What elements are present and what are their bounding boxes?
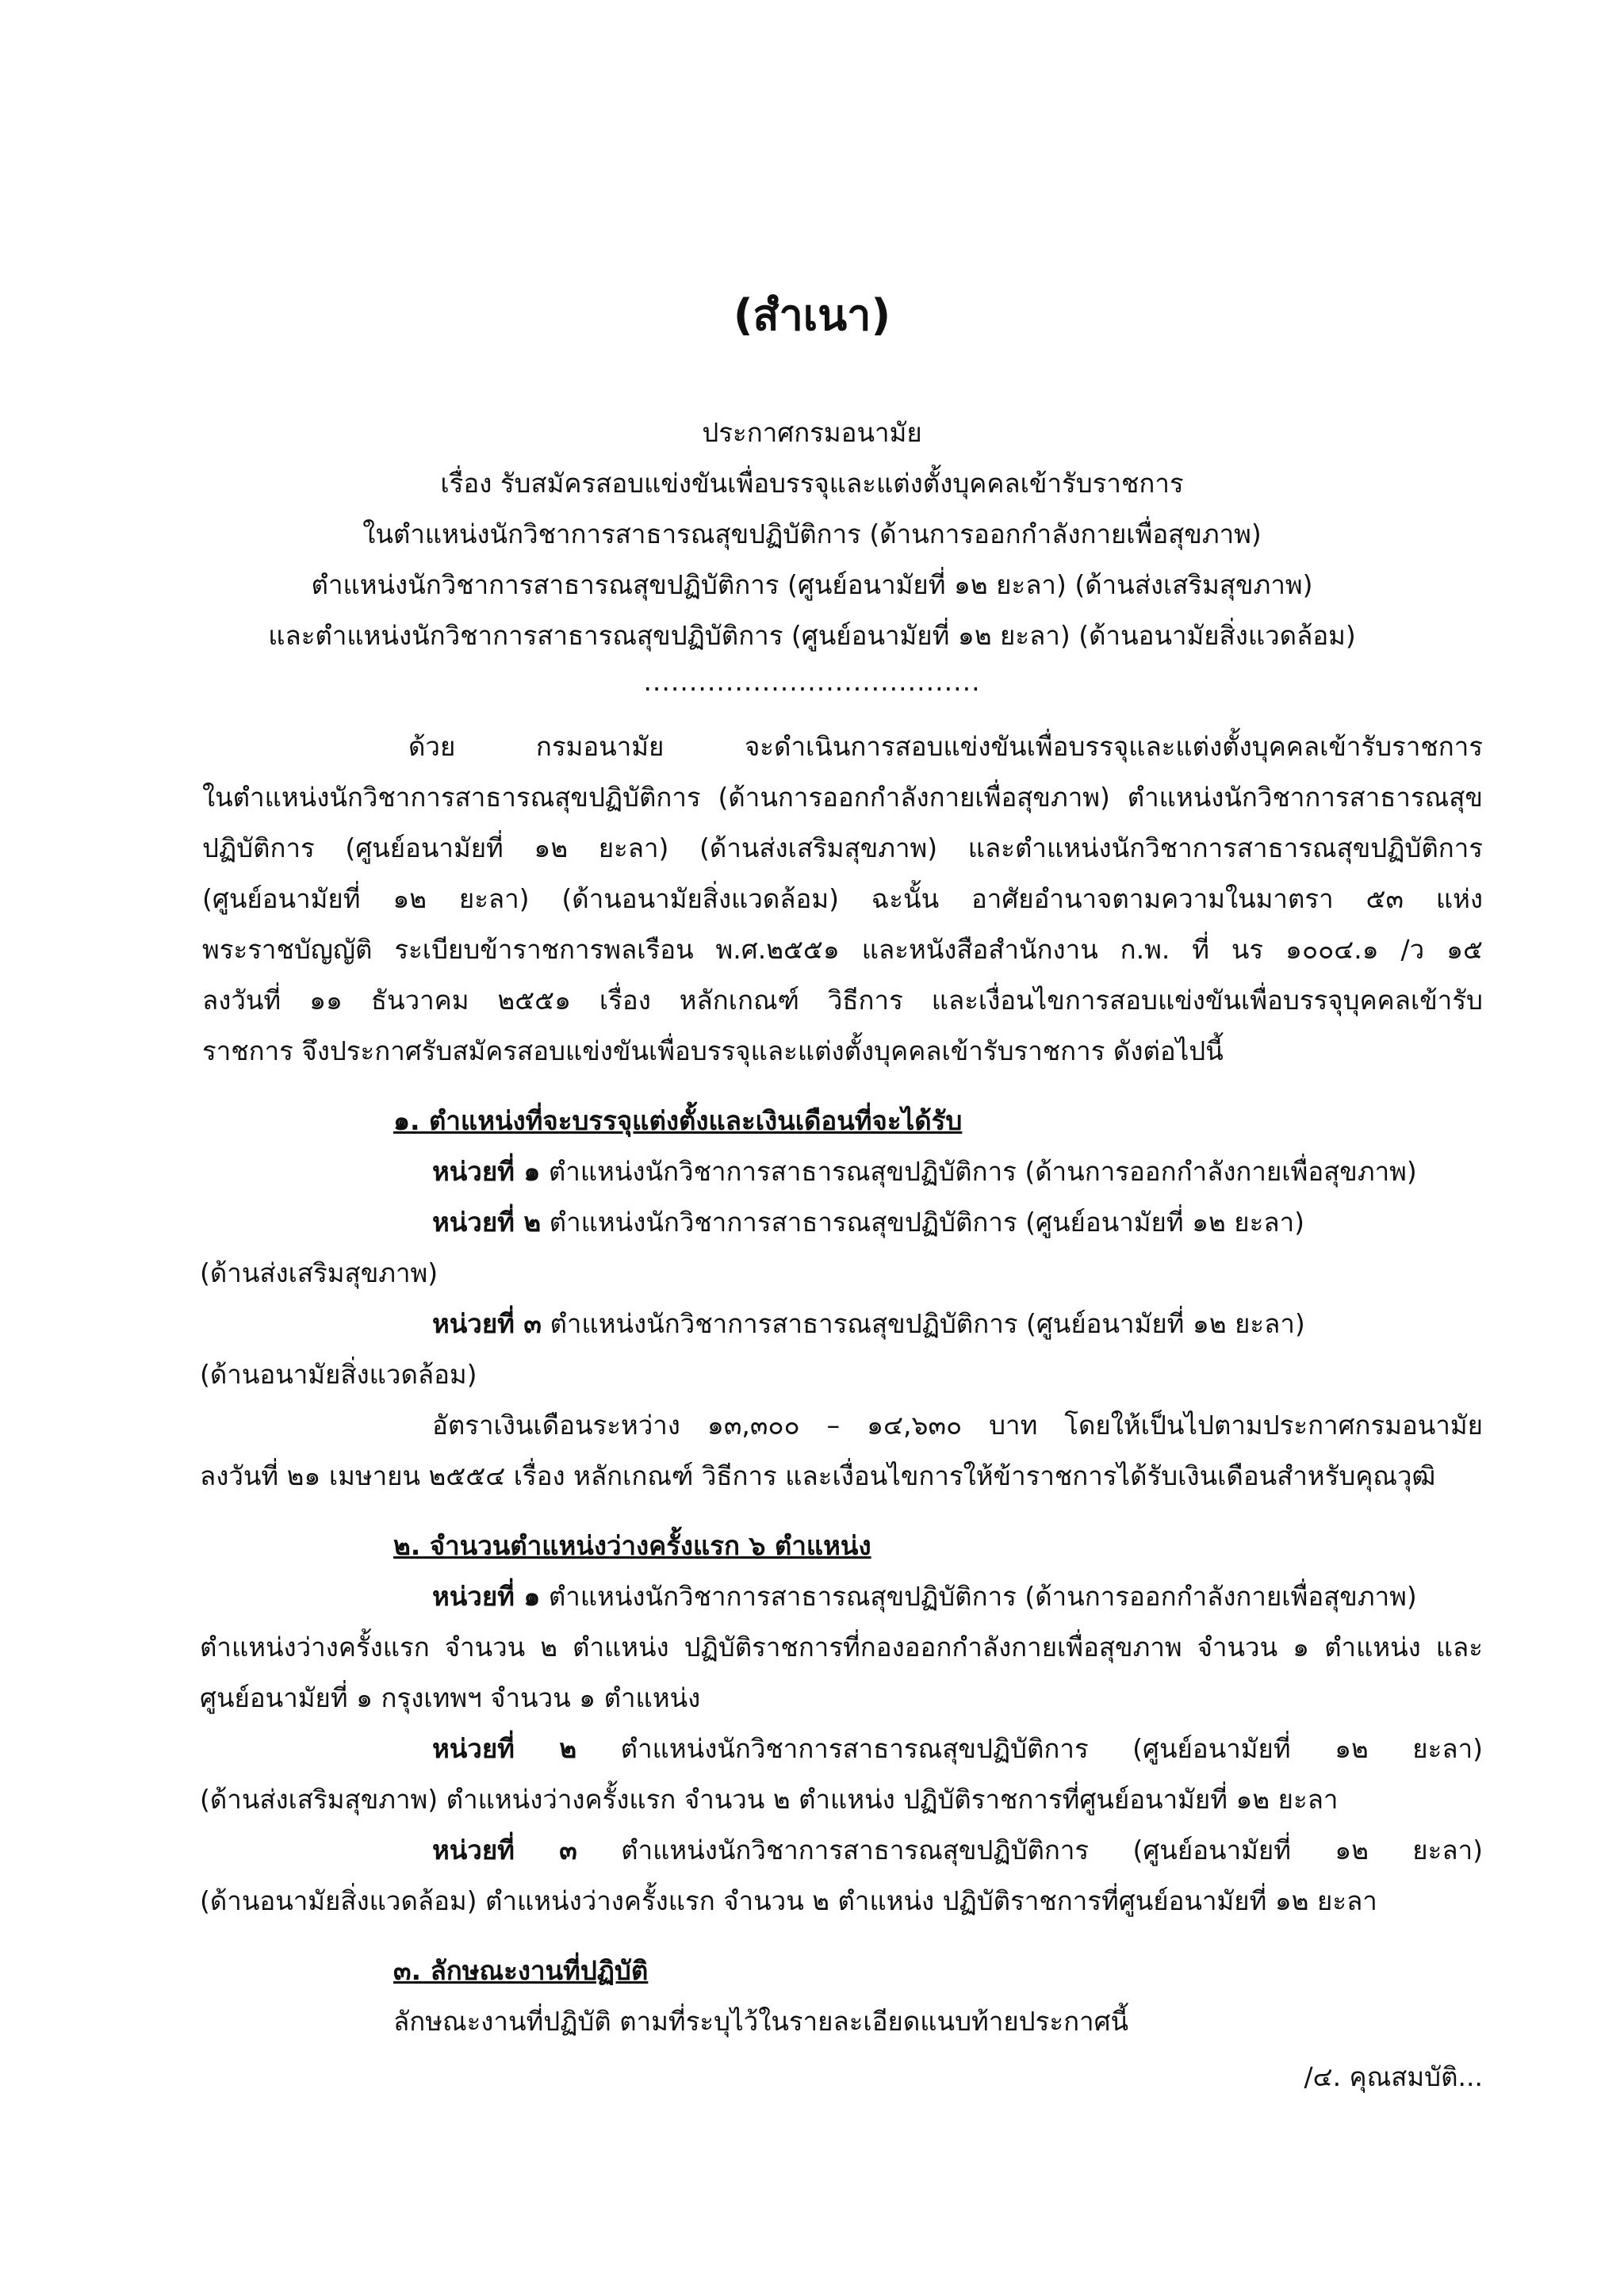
unit-text: ตำแหน่งนักวิชาการสาธารณสุขปฏิบัติการ (ด้านการออกกำลังกายเพื่อสุขภาพ) — [540, 1156, 1417, 1187]
section-2-heading: ๒. จำนวนตำแหน่งว่างครั้งแรก ๖ ตำแหน่ง — [393, 1530, 871, 1561]
section-2-unit-1-line-2: ตำแหน่งว่างครั้งแรก จำนวน ๒ ตำแหน่ง ปฏิบัติราชการที่กองออกกำลังกายเพื่อสุขภาพ จำนวน ๑ ตำแหน่ง และ — [200, 1632, 1483, 1663]
unit-label: หน่วยที่ ๑ — [432, 1156, 541, 1187]
unit-label: หน่วยที่ ๑ — [432, 1581, 541, 1612]
section-3-text: ลักษณะงานที่ปฏิบัติ ตามที่ระบุไว้ในรายละเอียดแนบท้ายประกาศนี้ — [393, 2006, 1129, 2037]
salary-line-2: ลงวันที่ ๒๑ เมษายน ๒๕๕๔ เรื่อง หลักเกณฑ์ วิธีการ และเงื่อนไขการให้ข้าราชการได้รับเงินเดือนสำหรับคุณวุฒิ — [200, 1460, 1436, 1491]
page-continuation: /๔. คุณสมบัติ... — [1304, 2061, 1483, 2092]
intro-line: (ศูนย์อนามัยที่ ๑๒ ยะลา) (ด้านอนามัยสิ่งแวดล้อม) ฉะนั้น อาศัยอำนาจตามความในมาตรา ๕๓ แห่ง — [202, 883, 1483, 914]
section-2-unit-2 — [432, 1732, 1483, 1766]
unit-label: หน่วยที่ ๓ — [432, 1835, 577, 1866]
unit-label: หน่วยที่ ๒ — [432, 1733, 577, 1764]
section-1-unit-2-continuation: (ด้านส่งเสริมสุขภาพ) — [200, 1257, 439, 1288]
section-1-unit-2 — [432, 1205, 1304, 1240]
unit-text: ตำแหน่งนักวิชาการสาธารณสุขปฏิบัติการ (ศูนย์อนามัยที่ ๑๒ ยะลา) — [576, 1835, 1483, 1866]
unit-label: หน่วยที่ ๓ — [432, 1308, 542, 1339]
unit-text: ตำแหน่งนักวิชาการสาธารณสุขปฏิบัติการ (ศูนย์อนามัยที่ ๑๒ ยะลา) — [576, 1733, 1483, 1764]
intro-line: ลงวันที่ ๑๑ ธันวาคม ๒๕๕๑ เรื่อง หลักเกณฑ์ วิธีการ และเงื่อนไขการสอบแข่งขันเพื่อบรรจุบุคคลเข้ารับ — [202, 985, 1483, 1016]
section-2-unit-1-line-3: ศูนย์อนามัยที่ ๑ กรุงเทพฯ จำนวน ๑ ตำแหน่ง — [200, 1682, 701, 1713]
unit-text: ตำแหน่งนักวิชาการสาธารณสุขปฏิบัติการ (ศูนย์อนามัยที่ ๑๒ ยะลา) — [541, 1308, 1305, 1339]
section-1-unit-3 — [432, 1307, 1305, 1341]
unit-label: หน่วยที่ ๒ — [432, 1207, 542, 1238]
unit-text: ตำแหน่งนักวิชาการสาธารณสุขปฏิบัติการ (ด้านการออกกำลังกายเพื่อสุขภาพ) — [540, 1581, 1417, 1612]
section-1-unit-3-continuation: (ด้านอนามัยสิ่งแวดล้อม) — [200, 1359, 477, 1390]
position-line-3: และตำแหน่งนักวิชาการสาธารณสุขปฏิบัติการ (ศูนย์อนามัยที่ ๑๒ ยะลา) (ด้านอนามัยสิ่งแวดล้อม) — [268, 620, 1356, 651]
announcement-issuer: ประกาศกรมอนามัย — [702, 417, 922, 448]
position-line-1: ในตำแหน่งนักวิชาการสาธารณสุขปฏิบัติการ (ด้านการออกกำลังกายเพื่อสุขภาพ) — [362, 519, 1262, 549]
header-separator: ..................................... — [643, 666, 981, 697]
copy-stamp-title: (สำเนา) — [733, 290, 891, 340]
intro-line: ปฏิบัติการ (ศูนย์อนามัยที่ ๑๒ ยะลา) (ด้านส่งเสริมสุขภาพ) และตำแหน่งนักวิชาการสาธารณสุขปฏิบัติการ — [202, 832, 1483, 863]
section-3-heading: ๓. ลักษณะงานที่ปฏิบัติ — [393, 1955, 649, 1986]
unit-text: ตำแหน่งนักวิชาการสาธารณสุขปฏิบัติการ (ศูนย์อนามัยที่ ๑๒ ยะลา) — [541, 1207, 1304, 1238]
section-2-unit-3 — [432, 1833, 1483, 1868]
section-1-unit-1 — [432, 1154, 1417, 1189]
intro-line: พระราชบัญญัติ ระเบียบข้าราชการพลเรือน พ.ศ.๒๕๕๑ และหนังสือสำนักงาน ก.พ. ที่ นร ๑๐๐๔.๑ /ว ๑๕ — [202, 934, 1483, 965]
position-line-2: ตำแหน่งนักวิชาการสาธารณสุขปฏิบัติการ (ศูนย์อนามัยที่ ๑๒ ยะลา) (ด้านส่งเสริมสุขภาพ) — [311, 569, 1313, 600]
intro-line: ราชการ จึงประกาศรับสมัครสอบแข่งขันเพื่อบรรจุและแต่งตั้งบุคคลเข้ารับราชการ ดังต่อไปนี้ — [202, 1035, 1224, 1066]
announcement-subject: เรื่อง รับสมัครสอบแข่งขันเพื่อบรรจุและแต่งตั้งบุคคลเข้ารับราชการ — [440, 468, 1184, 499]
section-2-unit-1 — [432, 1579, 1417, 1614]
intro-line: ด้วย กรมอนามัย จะดำเนินการสอบแข่งขันเพื่อบรรจุและแต่งตั้งบุคคลเข้ารับราชการ — [408, 731, 1483, 762]
section-1-heading: ๑. ตำแหน่งที่จะบรรจุแต่งตั้งและเงินเดือนที่จะได้รับ — [393, 1105, 963, 1136]
intro-line: ในตำแหน่งนักวิชาการสาธารณสุขปฏิบัติการ (ด้านการออกกำลังกายเพื่อสุขภาพ) ตำแหน่งนักวิชาการสาธารณสุข — [202, 782, 1483, 813]
salary-line-1: อัตราเงินเดือนระหว่าง ๑๓,๓๐๐ – ๑๔,๖๓๐ บาท โดยให้เป็นไปตามประกาศกรมอนามัย — [432, 1410, 1483, 1441]
section-2-unit-3-line-2: (ด้านอนามัยสิ่งแวดล้อม) ตำแหน่งว่างครั้งแรก จำนวน ๒ ตำแหน่ง ปฏิบัติราชการที่ศูนย์อนามัยที่ ๑๒ ยะลา — [200, 1885, 1377, 1916]
section-2-unit-2-line-2: (ด้านส่งเสริมสุขภาพ) ตำแหน่งว่างครั้งแรก จำนวน ๒ ตำแหน่ง ปฏิบัติราชการที่ศูนย์อนามัยที่ ๑๒ ยะลา — [200, 1784, 1339, 1815]
